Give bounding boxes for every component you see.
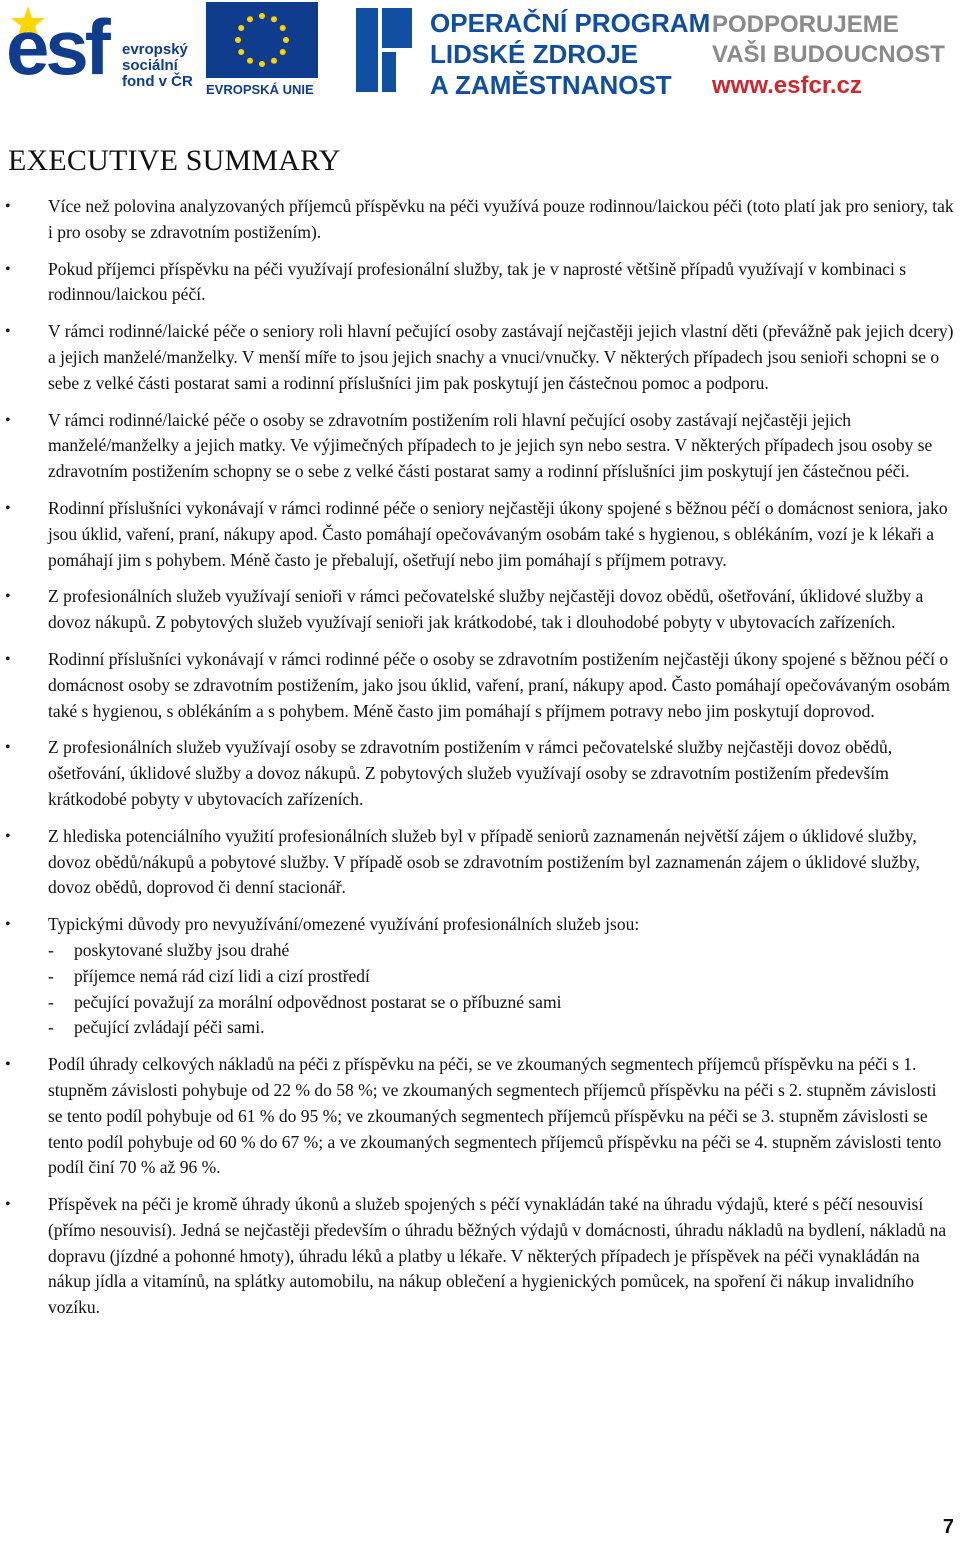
eu-star-icon <box>271 16 277 22</box>
slogan-line-1: PODPORUJEME <box>712 11 899 38</box>
esf-url: www.esfcr.cz <box>712 72 862 99</box>
eu-star-icon <box>247 16 253 22</box>
page-title: EXECUTIVE SUMMARY <box>8 144 341 177</box>
eu-star-icon <box>247 58 253 64</box>
bullet-icon: • <box>5 260 11 278</box>
list-item: • Příspěvek na péči je kromě úhrady úkonů a služeb spojených s péčí vynakládán také na úhradu výdajů, které s péčí nesouvisí (přímo nesouvisí). Jedná se nejčastěji především o úhradu běžných výdajů v domácnosti, úhradu nákladů na bydlení, nákladů na dopravu (jízdné a pohonné hmoty), úhradu léků a platby u lékaře. V některých případech je příspěvek na péči vynakládán na nákup jídla a vitamínů, na splátky automobilu, na nákup oblečení a hygienických pomůcek, na spoření či nákup invalidního vozíku. <box>5 1194 947 1318</box>
page-number: 7 <box>942 1516 954 1538</box>
bullet-icon: • <box>5 650 11 668</box>
slogan-line-2: VAŠI BUDOUCNOST <box>712 41 945 68</box>
eu-star-icon <box>235 37 241 43</box>
op-logo <box>352 2 711 100</box>
reason-item: - pečující zvládají péči sami. <box>48 1017 265 1038</box>
eu-star-icon <box>271 58 277 64</box>
eu-logo <box>206 2 318 98</box>
bullet-icon: • <box>5 916 11 934</box>
op-title <box>430 8 710 101</box>
bullet-icon: • <box>5 499 11 517</box>
bullet-icon: • <box>5 411 11 429</box>
reasons-intro: Typickými důvody pro nevyužívání/omezené využívání profesionálních služeb jsou: <box>48 914 640 935</box>
op-mark-icon <box>352 4 418 96</box>
eu-flag-icon <box>206 2 318 78</box>
eu-star-icon <box>259 13 265 19</box>
slogan-logo <box>712 2 952 98</box>
reason-item: - pečující považují za morální odpovědnost postarat se o příbuzné sami <box>48 991 562 1012</box>
bullet-icon: • <box>5 198 11 215</box>
slogan-text <box>712 10 945 70</box>
op-line-3: A ZAMĚSTNANOST <box>430 70 672 100</box>
logo-header <box>0 0 960 110</box>
reason-item: - poskytované služby jsou drahé <box>48 939 290 960</box>
bullet-icon: • <box>5 588 11 606</box>
esf-logo <box>6 2 196 98</box>
eu-label: EVROPSKÁ UNIE <box>206 82 314 97</box>
list-item: • V rámci rodinné/laické péče o seniory roli hlavní pečující osoby zastávají nejčastěji jejich vlastní děti (převážně pak jejich dcery) a jejich manželé/manželky. V menší míře to jsou jejich snachy a vnuci/vnučky. V některých případech jsou senioři schopni se o sebe z velké části postarat sami a rodinní příslušníci jim pak poskytují jen částečnou pomoc a podporu. <box>5 321 954 393</box>
esf-wordmark: esf <box>6 3 107 91</box>
list-item: • Rodinní příslušníci vykonávají v rámci rodinné péče o osoby se zdravotním postižením nejčastěji úkony spojené s běžnou péčí o domácnost osoby se zdravotním postižením, jako jsou úklid, vaření, praní, nákupy apod. Často pomáhají opečovávaným osobám také s hygienou, s oblékáním a s pohybem. Méně často jim pomáhají s příjmem potravy nebo jim poskytují doprovod. <box>5 648 951 721</box>
eu-star-icon <box>280 49 286 55</box>
reason-item: - příjemce nemá rád cizí lidi a cizí prostředí <box>48 965 370 986</box>
list-item-reasons <box>0 912 960 1041</box>
bullet-icon: • <box>5 827 11 845</box>
esf-subtitle: evropský sociální fond v ČR <box>122 41 193 90</box>
eu-star-icon <box>283 37 289 43</box>
list-item: • Více než polovina analyzovaných příjemců příspěvku na péči využívá pouze rodinnou/laickou péči (toto platí jak pro seniory, tak i pro osoby se zdravotním postižením). <box>5 196 954 242</box>
list-item: • V rámci rodinné/laické péče o osoby se zdravotním postižením roli hlavní pečující osoby zastávají nejčastěji jejich manželé/manželky a jejich matky. Ve výjimečných případech to je jejich syn nebo sestra. V některých případech jsou osoby se zdravotním postižením schopny se o sebe z velké části postarat samy a rodinní příslušníci jim poskytují jen částečnou péči. <box>5 409 933 482</box>
eu-star-icon <box>238 49 244 55</box>
list-item: • Z profesionálních služeb využívají osoby se zdravotním postižením v rámci pečovatelské služby nejčastěji dovoz obědů, ošetřování, úklidové služby a dovoz nákupů. Z pobytových služeb využívají osoby se zdravotním postižením především krátkodobé pobyty v ubytovacích zařízeních. <box>5 737 893 809</box>
bullet-icon: • <box>5 739 11 757</box>
list-item: • Rodinní příslušníci vykonávají v rámci rodinné péče o seniory nejčastěji úkony spojené s běžnou péčí o domácnost seniora, jako jsou úklid, vaření, praní, nákupy apod. Často pomáhají opečovávaným osobám také s hygienou, s oblékáním, vozí je k lékaři a pomáhají jim s pohybem. Méně často je přebalují, ošetřují nebo jim pomáhají s příjmem potravy. <box>5 497 948 570</box>
list-item: • Z profesionálních služeb využívají senioři v rámci pečovatelské služby nejčastěji dovoz obědů, ošetřování, úklidové služby a dovoz nákupů. Z pobytových služeb využívají senioři jak krátkodobé, tak i dlouhodobé pobyty v ubytovacích zařízeních. <box>5 586 924 633</box>
bullet-icon: • <box>5 1196 11 1214</box>
bullet-icon: • <box>5 323 11 341</box>
summary-list <box>0 194 960 1332</box>
bullet-icon: • <box>5 1056 11 1074</box>
op-line-2: LIDSKÉ ZDROJE <box>430 39 639 69</box>
list-item: • Podíl úhrady celkových nákladů na péči z příspěvku na péči, se ve zkoumaných segmentech příjemců příspěvku na péči s 1. stupněm závislosti pohybuje od 22 % do 58 %; ve zkoumaných segmentech příjemců příspěvku na péči s 2. stupněm závislosti se tento podíl pohybuje od 61 % do 95 %; ve zkoumaných segmentech příjemců příspěvku na péči se 3. stupněm závislosti se tento podíl pohybuje od 60 % do 67 %; a ve zkoumaných segmentech příjemců příspěvku na péči se 4. stupněm závislosti tento podíl činí 70 % až 96 %. <box>5 1054 942 1178</box>
eu-star-icon <box>280 25 286 31</box>
list-item: • Z hlediska potenciálního využití profesionálních služeb byl v případě seniorů zaznamenán největší zájem o úklidové služby, dovoz obědů/nákupů a pobytové služby. V případě osob se zdravotním postižením byl zaznamenán zájem o úklidové služby, dovoz obědů, doprovod či denní stacionář. <box>5 825 920 898</box>
eu-star-icon <box>238 25 244 31</box>
op-line-1: OPERAČNÍ PROGRAM <box>430 8 711 38</box>
list-item: • Pokud příjemci příspěvku na péči využívají profesionální služby, tak je v naprosté většině případů využívají v kombinaci s rodinnou/laickou péčí. <box>5 258 907 305</box>
eu-star-icon <box>259 61 265 67</box>
